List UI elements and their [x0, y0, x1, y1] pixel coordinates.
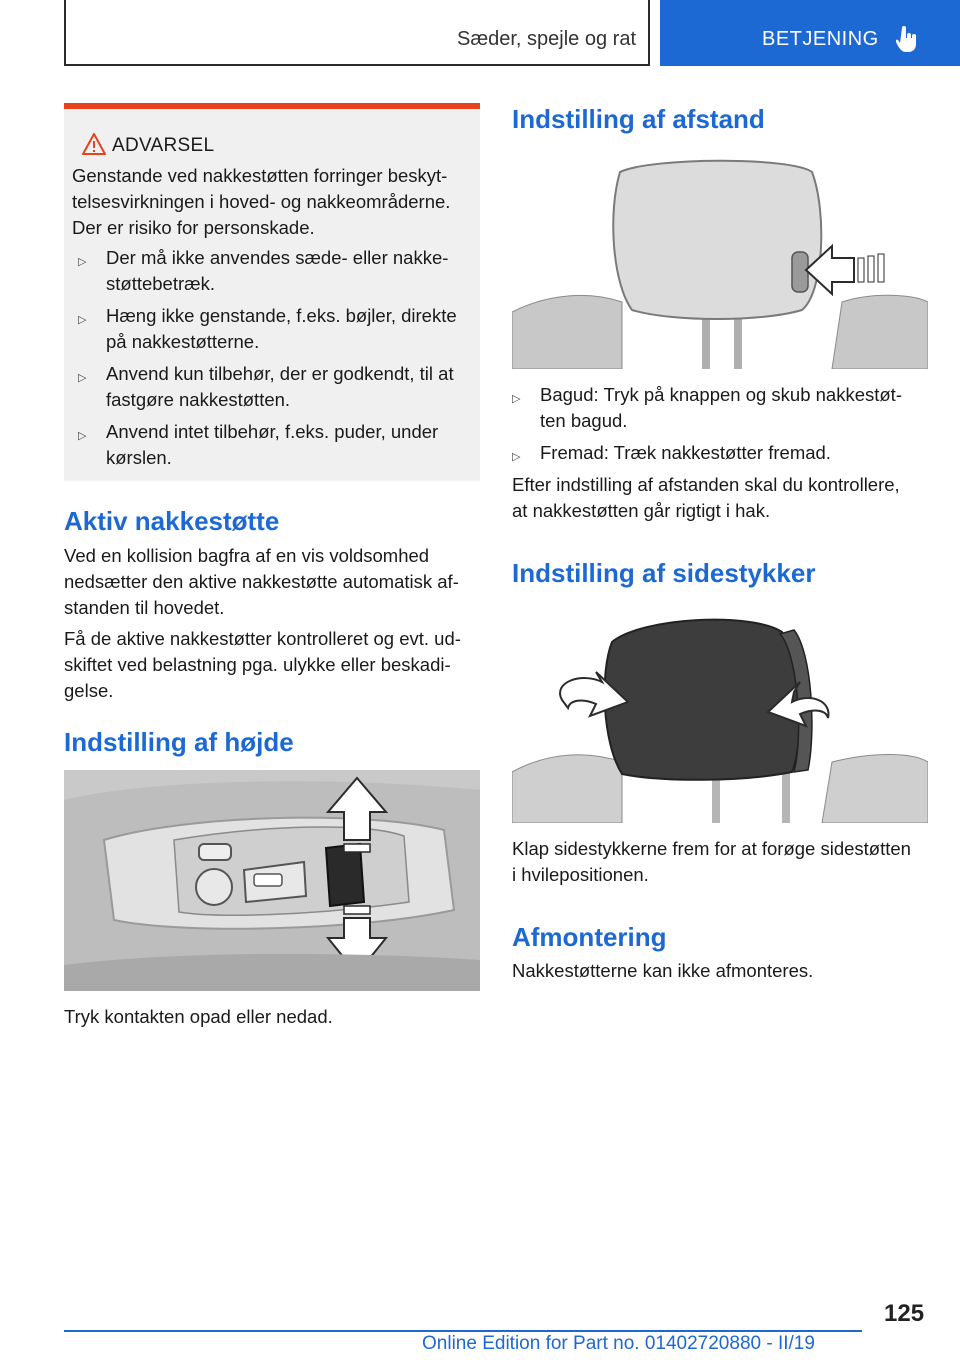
text-line: Klap sidestykkerne frem for at forøge sidestøtten: [512, 838, 911, 859]
header-section-title: Sæder, spejle og rat: [457, 28, 636, 50]
afstand-note: [512, 472, 932, 524]
text-line: i hvilepositionen.: [512, 864, 649, 885]
bullet-line: Hæng ikke genstande, f.eks. bøjler, direkte: [106, 305, 457, 326]
bullet-line: Bagud: Tryk på knappen og skub nakkestøt-: [540, 384, 902, 405]
warning-line: Genstande ved nakkestøtten forringer beskyt-: [72, 165, 448, 186]
headrest-sides-illustration: [512, 612, 928, 823]
warning-bullet: [78, 361, 454, 413]
triangle-bullet-icon: ▷: [78, 430, 87, 442]
warning-box: [64, 103, 480, 481]
caption-sidestykker: [512, 836, 932, 888]
bullet-line: Anvend intet tilbehør, f.eks. puder, under: [106, 421, 439, 442]
warning-bullet: [78, 245, 449, 297]
afstand-bullet: [512, 440, 831, 466]
text-line: Ved en kollision bagfra af en vis voldsomhed: [64, 545, 430, 566]
triangle-bullet-icon: ▷: [78, 256, 87, 268]
warning-line: Der er risiko for personskade.: [72, 217, 315, 238]
seat-switch-illustration: [64, 770, 480, 991]
warning-bullet: [78, 303, 457, 355]
heading-hojde: Indstilling af højde: [64, 727, 294, 757]
heading-aktiv: Aktiv nakkestøtte: [64, 506, 280, 536]
footer-divider: [64, 1330, 862, 1332]
heading-sidestykker: Indstilling af sidestykker: [512, 558, 816, 588]
bullet-line: Fremad: Træk nakkestøtter fremad.: [540, 442, 831, 463]
bullet-line: Der må ikke anvendes sæde- eller nakke-: [106, 247, 449, 268]
bullet-line: ten bagud.: [540, 410, 628, 431]
text-line: Efter indstilling af afstanden skal du kontrollere,: [512, 474, 900, 495]
page-number: 125: [884, 1300, 925, 1327]
triangle-bullet-icon: ▷: [78, 314, 87, 326]
paragraph-aktiv-1: [64, 543, 480, 621]
paragraph-aktiv-2: [64, 626, 480, 704]
bullet-line: fastgøre nakkestøtten.: [106, 389, 291, 410]
footer-edition-text: Online Edition for Part no. 01402720880 - II/19: [422, 1333, 815, 1354]
headrest-distance-illustration: [512, 152, 928, 369]
caption-hojde: Tryk kontakten opad eller nedad.: [64, 1006, 333, 1027]
warning-line: telsesvirkningen i hoved- og nakkeområderne.: [72, 191, 451, 212]
triangle-bullet-icon: ▷: [78, 372, 87, 384]
text-line: standen til hovedet.: [64, 597, 225, 618]
text-line: nedsætter den aktive nakkestøtte automatisk af-: [64, 571, 459, 592]
pointing-hand-icon: [896, 26, 918, 54]
warning-triangle-icon: [82, 133, 106, 155]
afstand-bullet: [512, 382, 902, 434]
text-line: Få de aktive nakkestøtter kontrolleret og evt. ud-: [64, 628, 461, 649]
text-line: gelse.: [64, 680, 114, 701]
header-section-box: [64, 0, 650, 66]
bullet-line: Anvend kun tilbehør, der er godkendt, til at: [106, 363, 454, 384]
bullet-line: kørslen.: [106, 447, 172, 468]
triangle-bullet-icon: ▷: [512, 393, 521, 405]
heading-afstand: Indstilling af afstand: [512, 104, 765, 134]
text-line: at nakkestøtten går rigtigt i hak.: [512, 500, 771, 521]
text-line: skiftet ved belastning pga. ulykke eller beskadi-: [64, 654, 451, 675]
warning-text: [72, 163, 476, 241]
warning-bullet: [78, 419, 439, 471]
bullet-line: på nakkestøtterne.: [106, 331, 260, 352]
warning-bar: [64, 103, 480, 109]
header-chapter-tab: [660, 0, 960, 66]
afmontering-text: Nakkestøtterne kan ikke afmonteres.: [512, 960, 814, 981]
heading-afmontering: Afmontering: [512, 922, 667, 952]
header-chapter-title: BETJENING: [762, 28, 879, 50]
bullet-line: støttebetræk.: [106, 273, 215, 294]
triangle-bullet-icon: ▷: [512, 451, 521, 463]
warning-title: ADVARSEL: [112, 135, 215, 156]
